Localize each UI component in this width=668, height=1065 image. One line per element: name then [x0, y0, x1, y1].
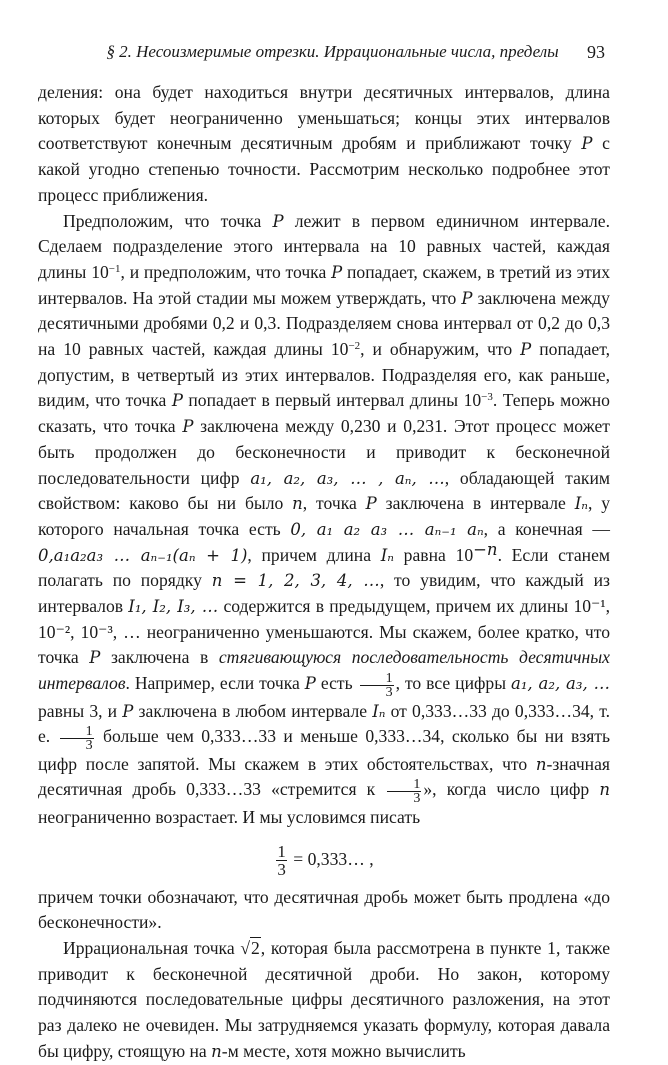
fraction-one-third: $\frac{1}{3}$ [277, 842, 286, 880]
page-number: 93 [587, 42, 605, 62]
sqrt-two: √2 [240, 938, 260, 959]
fraction-one-third: $\frac{1}{3}$ [60, 725, 94, 752]
paragraph-sqrt-two: Иррациональная точка √2, которая была рассмотрена в пункте 1, также приводит к бесконечной десятичной дроби. Но закон, которому подчиняются последовательные цифры десятичного разложения, на этот раз далеко не очевиден. Мы затрудняемся указать формулу, которая давала бы цифру, стоящую на n-м месте, хотя можно вычислить [38, 938, 611, 1061]
paragraph-ellipsis-note: причем точки обозначают, что десятичная дробь может быть продлена «до бесконечности». [38, 886, 610, 933]
body-text [38, 80, 610, 1065]
running-head [60, 40, 605, 64]
paragraph-continuation: деления: она будет находиться внутри десятичных интервалов, длина которых будет неограниченно уменьшаться; концы этих интервалов соответствуют конечным десятичным дробям и приближают точку P с какой угодно степенью точности. Рассмотрим несколько подробнее этот процесс приближения. [38, 82, 610, 205]
display-equation: $\frac{1}{3}$ = 0,333… , [277, 842, 374, 880]
fraction-one-third: $\frac{1}{3}$ [360, 672, 394, 699]
fraction-one-third: $\frac{1}{3}$ [387, 778, 421, 805]
emphasized-term: стягивающуюся последовательность десятичных интервалов [38, 647, 610, 694]
section-title: § 2. Несоизмеримые отрезки. Иррациональные числа, пределы [106, 42, 559, 61]
paragraph-decimal-intervals: Предположим, что точка P лежит в первом единичном интервале. Сделаем подразделение этого интервала на 10 равных частей, каждая длины $10^{-1}$, и предположим, что точка P попадает, скажем, в третий из этих интервалов. На этой стадии мы можем утверждать, что P заключена между десятичными дробями 0,2 и 0,3. Подразделяем снова интервал от 0,2 до 0,3 на 10 равных частей, каждая длины $10^{-2}$, и обнаружим, что P попадает, допустим, в четвертый из этих интервалов. Подразделяя его, как раньше, видим, что точка P попадает в первый интервал длины $10^{-3}$. Теперь можно сказать, что точка P заключена между 0,230 и 0,231. Этот процесс может быть продолжен до бесконечности и приводит к бесконечной последовательности цифр a₁, a₂, a₃, … , aₙ, …, обладающей таким свойством: каково бы ни было n, точка P заключена в интервале Iₙ, у которого начальная точка есть 0, a₁ a₂ a₃ … aₙ₋₁ aₙ, а конечная — 0,a₁a₂a₃ … aₙ₋₁(aₙ + 1), причем длина Iₙ равна $10^{-n}$. Если станем полагать по порядку n = 1, 2, 3, 4, …, то увидим, что каждый из интервалов I₁, I₂, I₃, … содержится в предыдущем, причем их длины 10⁻¹, 10⁻², 10⁻³, … неограниченно уменьшаются. Мы скажем, более кратко, что точка P заключена в стягивающуюся последовательность десятичных интервалов. Например, если точка P есть $\frac{1}{3}$ , то все цифры a₁, a₂, a₃, … равны 3, и P заключена в любом интервале Iₙ от 0,333…33 до 0,333…34, т. е. $\frac{1}{3}$ больше чем 0,333…33 и меньше 0,333…34, сколько бы ни взять цифр после запятой. Мы скажем в этих обстоятельствах, что n-значная десятичная дробь 0,333…33 «стремится к $\frac{1}{3}$ », когда число цифр n неограниченно возрастает. И мы условимся писать [38, 210, 611, 827]
